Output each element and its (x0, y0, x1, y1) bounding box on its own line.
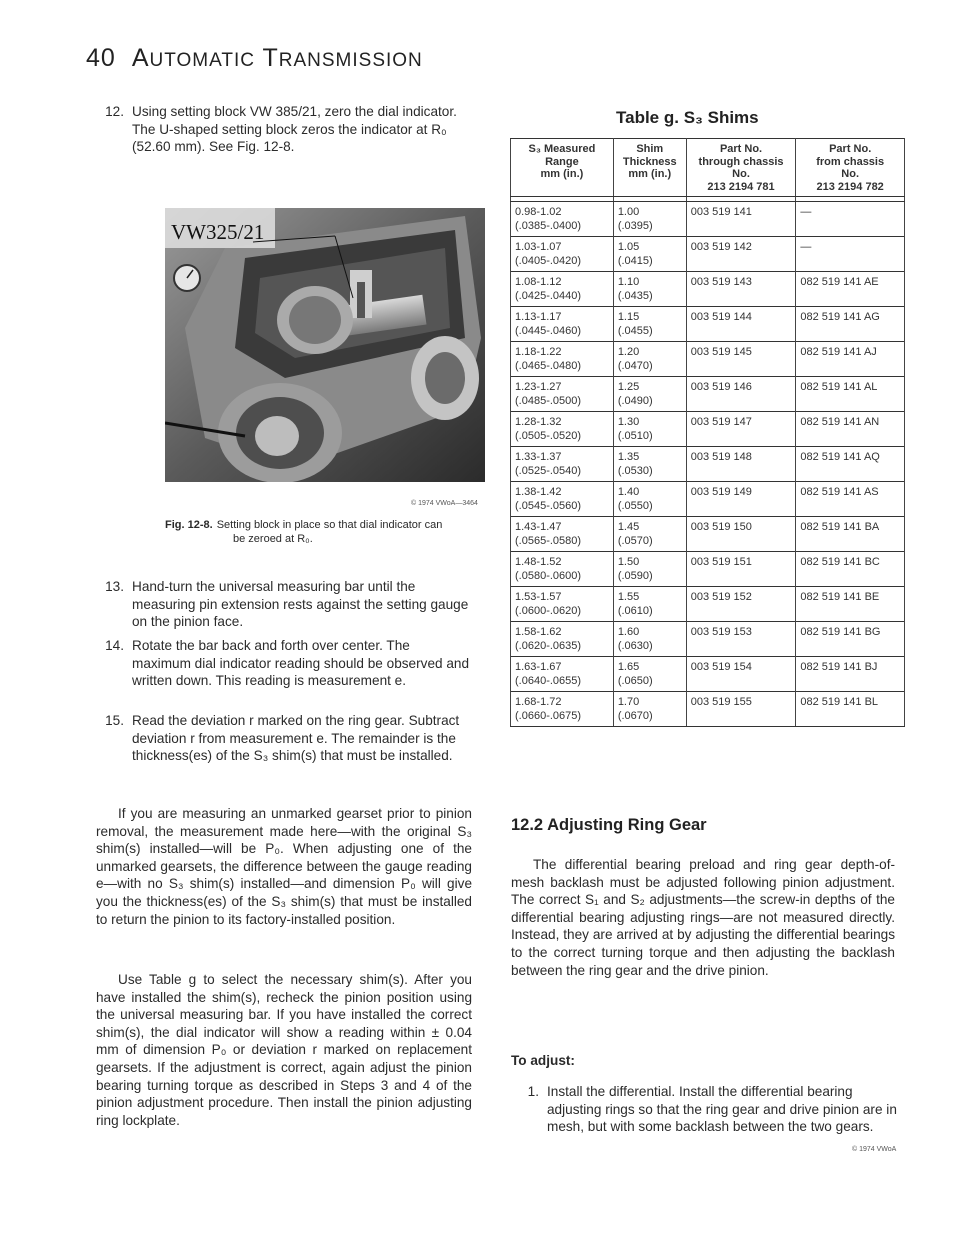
cell-part-from-chassis (796, 237, 905, 272)
cell-part-from-chassis (796, 377, 905, 412)
cell-text: 1.10 (617, 276, 640, 288)
cell-text: (.0405-.0420) (515, 255, 582, 267)
cell-text: 1.70 (617, 696, 640, 708)
cell-text: (.0425-.0440) (515, 290, 582, 302)
cell-text: 082 519 141 AN (800, 416, 880, 428)
cell-part-through-chassis (686, 447, 796, 482)
cell-shim (613, 307, 686, 342)
cell-shim (613, 482, 686, 517)
cell-text: 003 519 155 (690, 696, 752, 708)
cell-text: 082 519 141 BJ (800, 661, 878, 673)
cell-text: (.0435) (617, 290, 653, 302)
cell-part-from-chassis (796, 657, 905, 692)
paragraph-unmarked-gearset: If you are measuring an unmarked gearset prior to pinion removal, the measurement made here—with the original S₃ shim(s) installed—will be P₀. When adjusting one of the unmarked gearsets, the difference between the gauge reading e—with no S₃ shim(s) installed—and dimension P₀ will give you the thickness(es) of the S₃ shim(s) that must be installed to return the pinion to its factory-installed position. (96, 806, 472, 927)
table-row (511, 552, 905, 587)
title-initial-t: T (262, 44, 279, 72)
step-number: 12. (105, 104, 124, 119)
cell-shim (613, 622, 686, 657)
cell-part-from-chassis (796, 412, 905, 447)
table-row (511, 377, 905, 412)
cell-shim (613, 692, 686, 727)
cell-text: 1.60 (617, 626, 640, 638)
cell-range (511, 657, 614, 692)
cell-text: 1.30 (617, 416, 640, 428)
caption-line-2: be zeroed at R₀. (233, 533, 313, 545)
cell-text: (.0545-.0560) (515, 500, 582, 512)
cell-text: 1.65 (617, 661, 640, 673)
cell-text: (.0465-.0480) (515, 360, 582, 372)
cell-text: 082 519 141 AE (800, 276, 879, 288)
cell-shim (613, 447, 686, 482)
cell-text: — (800, 206, 812, 218)
tool-label: VW325/21 (171, 220, 265, 244)
step-12 (96, 103, 471, 156)
cell-part-through-chassis (686, 202, 796, 237)
cell-text: 082 519 141 AG (800, 311, 880, 323)
cell-text: (.0525-.0540) (515, 465, 582, 477)
step-15 (96, 712, 471, 765)
cell-text: 1.25 (617, 381, 640, 393)
cell-text: (.0490) (617, 395, 653, 407)
table-title: Table g. S₃ Shims (616, 108, 759, 127)
cell-range (511, 342, 614, 377)
cell-part-from-chassis (796, 552, 905, 587)
cell-text: 003 519 152 (690, 591, 752, 603)
cell-range (511, 307, 614, 342)
paragraph-ring-gear: The differential bearing preload and ring gear depth-of-mesh backlash must be adjusted following pinion adjustment. The correct S₁ and S₂ adjustments—the screw-in depths of the differential bearing adjusting rings—are not measured directly. Instead, they are arrived at by adjusting the differential bearings to the correct turning torque and then adjusting the backlash between the ring gear and the drive pinion. (511, 857, 895, 978)
cell-part-through-chassis (686, 237, 796, 272)
step-number: 13. (105, 579, 124, 594)
cell-text: 1.35 (617, 451, 640, 463)
cell-text: 1.48-1.52 (515, 556, 562, 568)
cell-shim (613, 202, 686, 237)
to-adjust-heading: To adjust: (511, 1053, 575, 1068)
cell-text: 1.43-1.47 (515, 521, 562, 533)
cell-part-from-chassis (796, 692, 905, 727)
cell-text: 082 519 141 BL (800, 696, 879, 708)
table-row (511, 272, 905, 307)
page-number: 40 (86, 44, 116, 72)
cell-text: 082 519 141 AJ (800, 346, 877, 358)
cell-text: 082 519 141 AL (800, 381, 878, 393)
cell-text: 0.98-1.02 (515, 206, 562, 218)
cell-text: 003 519 153 (690, 626, 752, 638)
cell-text: (.0550) (617, 500, 653, 512)
cell-text: 082 519 141 AS (800, 486, 879, 498)
cell-text: 1.55 (617, 591, 640, 603)
title-initial-a: A (131, 44, 150, 72)
table-row (511, 447, 905, 482)
cell-text: 1.63-1.67 (515, 661, 562, 673)
cell-text: 1.68-1.72 (515, 696, 562, 708)
cell-text: 1.45 (617, 521, 640, 533)
cell-part-from-chassis (796, 622, 905, 657)
cell-text: 1.20 (617, 346, 640, 358)
table-row (511, 237, 905, 272)
cell-text: (.0485-.0500) (515, 395, 582, 407)
step-14 (96, 637, 471, 690)
cell-text: 1.05 (617, 241, 640, 253)
cell-text: 003 519 141 (690, 206, 752, 218)
table-row (511, 657, 905, 692)
cell-shim (613, 377, 686, 412)
table-row (511, 307, 905, 342)
cell-text: (.0600-.0620) (515, 605, 582, 617)
cell-text: 003 519 148 (690, 451, 752, 463)
cell-range (511, 482, 614, 517)
cell-range (511, 517, 614, 552)
cell-shim (613, 552, 686, 587)
cell-text: (.0580-.0600) (515, 570, 582, 582)
step-number: 14. (105, 638, 124, 653)
cell-part-from-chassis (796, 447, 905, 482)
cell-text: 1.15 (617, 311, 640, 323)
step-text: Install the differential. Install the differential bearing adjusting rings so that the ring gear and drive pinion are in mesh, but with some backlash between the two gears. (547, 1084, 897, 1135)
cell-text: 1.03-1.07 (515, 241, 562, 253)
cell-text: 1.58-1.62 (515, 626, 562, 638)
chapter-title (132, 44, 423, 72)
cell-shim (613, 237, 686, 272)
cell-text: 003 519 146 (690, 381, 752, 393)
cell-text: (.0670) (617, 710, 653, 722)
cell-text: 1.23-1.27 (515, 381, 562, 393)
cell-range (511, 447, 614, 482)
table-row (511, 692, 905, 727)
cell-range (511, 202, 614, 237)
table-row (511, 202, 905, 237)
step-text: Hand-turn the universal measuring bar until the measuring pin extension rests against the setting gauge on the pinion face. (132, 579, 469, 630)
table-header-row (511, 139, 905, 197)
cell-shim (613, 272, 686, 307)
cell-text: 003 519 144 (690, 311, 752, 323)
table-row (511, 587, 905, 622)
cell-text: (.0510) (617, 430, 653, 442)
cell-text: 003 519 143 (690, 276, 752, 288)
table-row (511, 622, 905, 657)
header-part-from-chassis: Part No. from chassis No. 213 2194 782 (796, 139, 905, 197)
page-header (86, 44, 423, 73)
cell-text: (.0650) (617, 675, 653, 687)
cell-text: (.0565-.0580) (515, 535, 582, 547)
cell-range (511, 237, 614, 272)
cell-part-through-chassis (686, 272, 796, 307)
transmission-photo (165, 208, 485, 482)
cell-shim (613, 587, 686, 622)
header-shim-thickness: Shim Thickness mm (in.) (613, 139, 686, 197)
cell-text: 082 519 141 BC (800, 556, 880, 568)
cell-text: 1.40 (617, 486, 640, 498)
cell-text: (.0395) (617, 220, 653, 232)
cell-text: 1.53-1.57 (515, 591, 562, 603)
step-1 (511, 1083, 897, 1136)
step-text: Using setting block VW 385/21, zero the dial indicator. The U-shaped setting block zeros the indicator at R₀ (52.60 mm). See Fig. 12-8. (132, 104, 457, 155)
cell-part-through-chassis (686, 307, 796, 342)
cell-text: 1.00 (617, 206, 640, 218)
cell-part-from-chassis (796, 517, 905, 552)
cell-text: 1.13-1.17 (515, 311, 562, 323)
cell-text: 1.38-1.42 (515, 486, 562, 498)
cell-part-from-chassis (796, 587, 905, 622)
cell-part-from-chassis (796, 307, 905, 342)
cell-text: 1.50 (617, 556, 640, 568)
cell-text: 003 519 154 (690, 661, 752, 673)
cell-text: (.0620-.0635) (515, 640, 582, 652)
figure-caption (165, 518, 495, 546)
title-rest-a: UTOMATIC (149, 50, 255, 71)
cell-text: 003 519 142 (690, 241, 752, 253)
cell-range (511, 412, 614, 447)
table-row (511, 342, 905, 377)
cell-part-through-chassis (686, 587, 796, 622)
cell-text: 082 519 141 AQ (800, 451, 880, 463)
figure-label: Fig. 12-8. (165, 519, 213, 531)
caption-line-1: Setting block in place so that dial indicator can (216, 519, 443, 531)
cell-part-through-chassis (686, 517, 796, 552)
cell-text: (.0445-.0460) (515, 325, 582, 337)
cell-shim (613, 517, 686, 552)
step-13 (96, 578, 471, 631)
cell-part-from-chassis (796, 482, 905, 517)
step-number: 15. (105, 713, 124, 728)
cell-text: 003 519 145 (690, 346, 752, 358)
cell-part-through-chassis (686, 412, 796, 447)
cell-text: 1.33-1.37 (515, 451, 562, 463)
header-measured-range: S₃ Measured Range mm (in.) (511, 139, 614, 197)
figure-photo (165, 208, 485, 482)
cell-range (511, 692, 614, 727)
cell-text: 003 519 147 (690, 416, 752, 428)
cell-part-through-chassis (686, 377, 796, 412)
shim-table (510, 138, 905, 727)
cell-text: (.0570) (617, 535, 653, 547)
cell-text: (.0640-.0655) (515, 675, 582, 687)
cell-text: (.0610) (617, 605, 653, 617)
table-row (511, 412, 905, 447)
cell-text: (.0660-.0675) (515, 710, 582, 722)
paragraph-use-table: Use Table g to select the necessary shim(s). After you have installed the shim(s), recheck the pinion position using the universal measuring bar. If you have installed the correct shim(s), the dial indicator will show a reading within ± 0.04 mm of dimension P₀ or deviation r marked on replacement gearsets. If the adjustment is correct, again adjust the pinion bearing turning torque as described in Steps 3 and 4 of the pinion adjustment procedure. Then install the pinion adjusting ring lockplate. (96, 972, 472, 1128)
cell-text: 082 519 141 BG (800, 626, 881, 638)
cell-text: (.0530) (617, 465, 653, 477)
cell-text: — (800, 241, 812, 253)
step-text: Read the deviation r marked on the ring gear. Subtract deviation r from measurement e. The remainder is the thickness(es) of the S₃ shim(s) that must be installed. (132, 713, 460, 764)
cell-text: (.0505-.0520) (515, 430, 582, 442)
cell-text: 003 519 151 (690, 556, 752, 568)
cell-text: 082 519 141 BA (800, 521, 880, 533)
header-part-through-chassis: Part No. through chassis No. 213 2194 781 (686, 139, 796, 197)
cell-text: 003 519 149 (690, 486, 752, 498)
cell-range (511, 622, 614, 657)
cell-range (511, 377, 614, 412)
cell-text: 1.28-1.32 (515, 416, 562, 428)
cell-range (511, 272, 614, 307)
title-rest-t: RANSMISSION (278, 50, 423, 71)
cell-part-through-chassis (686, 552, 796, 587)
cell-shim (613, 342, 686, 377)
cell-text: (.0470) (617, 360, 653, 372)
cell-part-from-chassis (796, 272, 905, 307)
cell-shim (613, 657, 686, 692)
photo-credit: © 1974 VWoA—3464 (411, 500, 478, 507)
cell-text: 1.08-1.12 (515, 276, 562, 288)
cell-part-through-chassis (686, 342, 796, 377)
cell-text: (.0455) (617, 325, 653, 337)
table-row (511, 517, 905, 552)
cell-text: (.0630) (617, 640, 653, 652)
step-number: 1. (527, 1084, 539, 1099)
section-heading: 12.2 Adjusting Ring Gear (511, 816, 707, 834)
cell-part-through-chassis (686, 692, 796, 727)
table-row (511, 482, 905, 517)
cell-part-from-chassis (796, 342, 905, 377)
cell-text: 082 519 141 BE (800, 591, 880, 603)
cell-text: 1.18-1.22 (515, 346, 562, 358)
cell-part-through-chassis (686, 657, 796, 692)
step-text: Rotate the bar back and forth over center. The maximum dial indicator reading should be observed and written down. This reading is measurement e. (132, 638, 470, 689)
cell-part-through-chassis (686, 482, 796, 517)
cell-text: 003 519 150 (690, 521, 752, 533)
cell-range (511, 552, 614, 587)
cell-part-from-chassis (796, 202, 905, 237)
cell-range (511, 587, 614, 622)
cell-text: (.0385-.0400) (515, 220, 582, 232)
cell-shim (613, 412, 686, 447)
cell-part-through-chassis (686, 622, 796, 657)
cell-text: (.0590) (617, 570, 653, 582)
cell-text: (.0415) (617, 255, 653, 267)
page-credit: © 1974 VWoA (852, 1146, 897, 1153)
